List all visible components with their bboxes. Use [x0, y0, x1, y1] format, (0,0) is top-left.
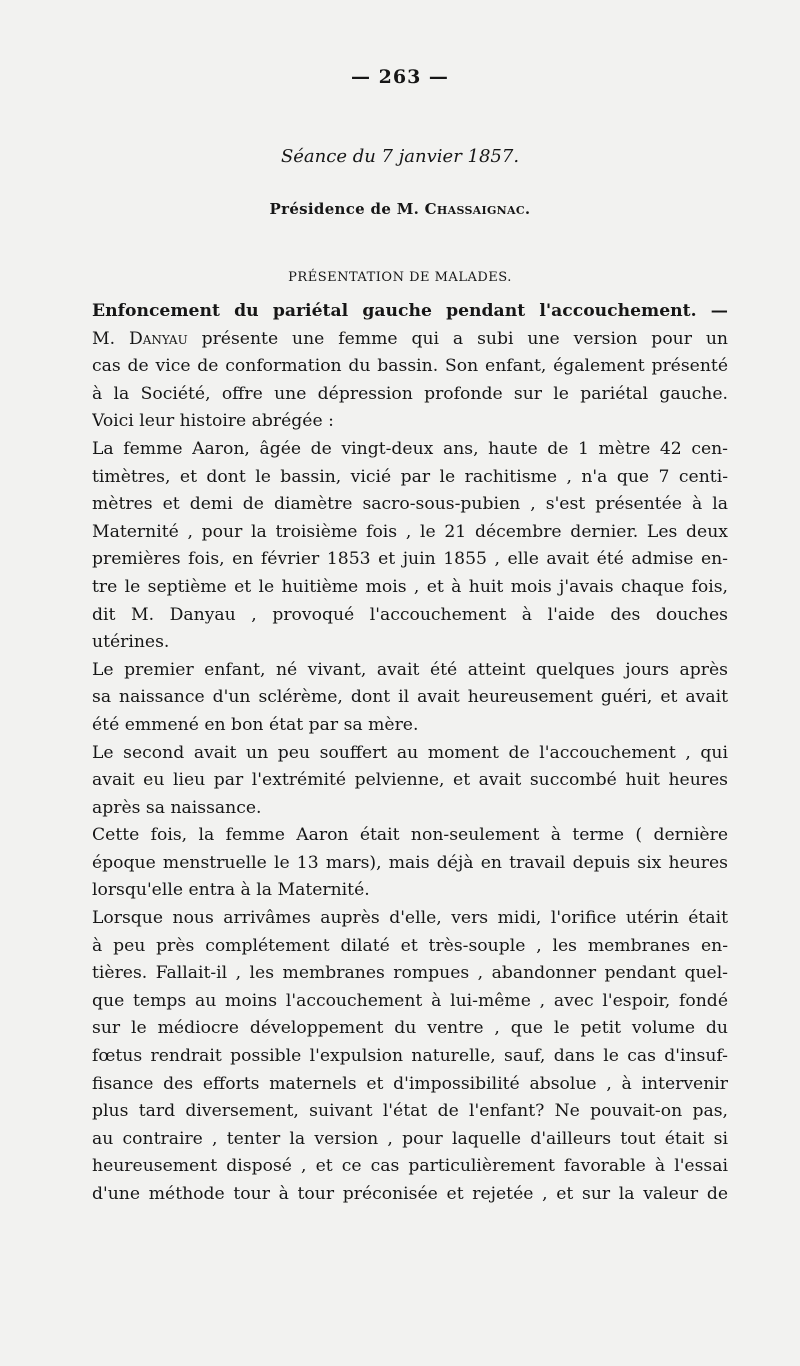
text-line: Voici leur histoire abrégée : [92, 411, 334, 432]
text-line: fisance des efforts maternels et d'impossibilité absolue , à intervenir [92, 1073, 728, 1094]
text-line: Lorsque nous arrivâmes auprès d'elle, vers midi, l'orifice utérin était [92, 908, 728, 929]
text-line: époque menstruelle le 13 mars), mais déjà en travail depuis six heures [92, 852, 728, 873]
text-line: Maternité , pour la troisième fois , le 21 décembre dernier. Les deux [92, 521, 728, 542]
president-name: Chassaignac. [424, 200, 531, 218]
text-line: sur le médiocre développement du ventre , que le petit volume du [92, 1018, 728, 1039]
text-line: plus tard diversement, suivant l'état de l'enfant? Ne pouvait-on pas, [92, 1101, 728, 1122]
text-line: heureusement disposé , et ce cas particulièrement favorable à l'essai [92, 1156, 728, 1177]
text-line: à peu près complétement dilaté et très-souple , les membranes en- [92, 935, 728, 956]
text-line: lorsqu'elle entra à la Maternité. [92, 880, 370, 901]
session-title: Séance du 7 janvier 1857. [280, 146, 520, 167]
article-title-line [92, 298, 728, 326]
text-line: utérines. [92, 632, 170, 653]
text-line: premières fois, en février 1853 et juin 1855 , elle avait été admise en- [92, 549, 728, 570]
text-line: Cette fois, la femme Aaron était non-seulement à terme ( dernière [92, 825, 728, 846]
text-line: tières. Fallait-il , les membranes rompues , abandonner pendant quel- [92, 963, 728, 984]
text-line: cas de vice de conformation du bassin. Son enfant, également présenté [92, 356, 728, 377]
text-line: Le second avait un peu souffert au moment de l'accouchement , qui [92, 742, 728, 763]
presidency-line [0, 200, 800, 218]
presidency-prefix: Présidence de M. [269, 200, 420, 218]
text-line: été emmené en bon état par sa mère. [92, 714, 419, 735]
text-line: que temps au moins l'accouchement à lui-même , avec l'espoir, fondé [92, 990, 728, 1011]
text-line: mètres et demi de diamètre sacro-sous-pubien , s'est présentée à la [92, 494, 728, 515]
section-heading: PRÉSENTATION DE MALADES. [288, 270, 512, 285]
text-line: d'une méthode tour à tour préconisée et rejetée , et sur la valeur de [92, 1184, 728, 1204]
text-line: fœtus rendrait possible l'expulsion naturelle, sauf, dans le cas d'insuf- [92, 1046, 728, 1067]
text-line: dit M. Danyau , provoqué l'accouchement à l'aide des douches [92, 604, 728, 625]
text-line: timètres, et dont le bassin, vicié par le rachitisme , n'a que 7 centi- [92, 466, 728, 487]
article-author: M. Danyau [92, 328, 188, 349]
text-line: sa naissance d'un sclérème, dont il avait heureusement guéri, et avait [92, 687, 728, 708]
text-line: Le premier enfant, né vivant, avait été atteint quelques jours après [92, 659, 728, 680]
text-line: au contraire , tenter la version , pour laquelle d'ailleurs tout était si [92, 1128, 728, 1149]
text-line: tre le septième et le huitième mois , et à huit mois j'avais chaque fois, [92, 576, 728, 597]
article-title: Enfoncement du pariétal gauche pendant l'accouchement. — [92, 301, 728, 321]
text-line: avait eu lieu par l'extrémité pelvienne, et avait succombé huit heures [92, 770, 728, 791]
text-line: à la Société, offre une dépression profonde sur le pariétal gauche. [92, 383, 728, 404]
text-line: La femme Aaron, âgée de vingt-deux ans, haute de 1 mètre 42 cen- [92, 438, 728, 459]
text-line: après sa naissance. [92, 797, 262, 818]
page-number: — 263 — [351, 66, 449, 88]
article-body [92, 298, 728, 1209]
text-line: M. Danyau présente une femme qui a subi une version pour un [92, 328, 728, 349]
